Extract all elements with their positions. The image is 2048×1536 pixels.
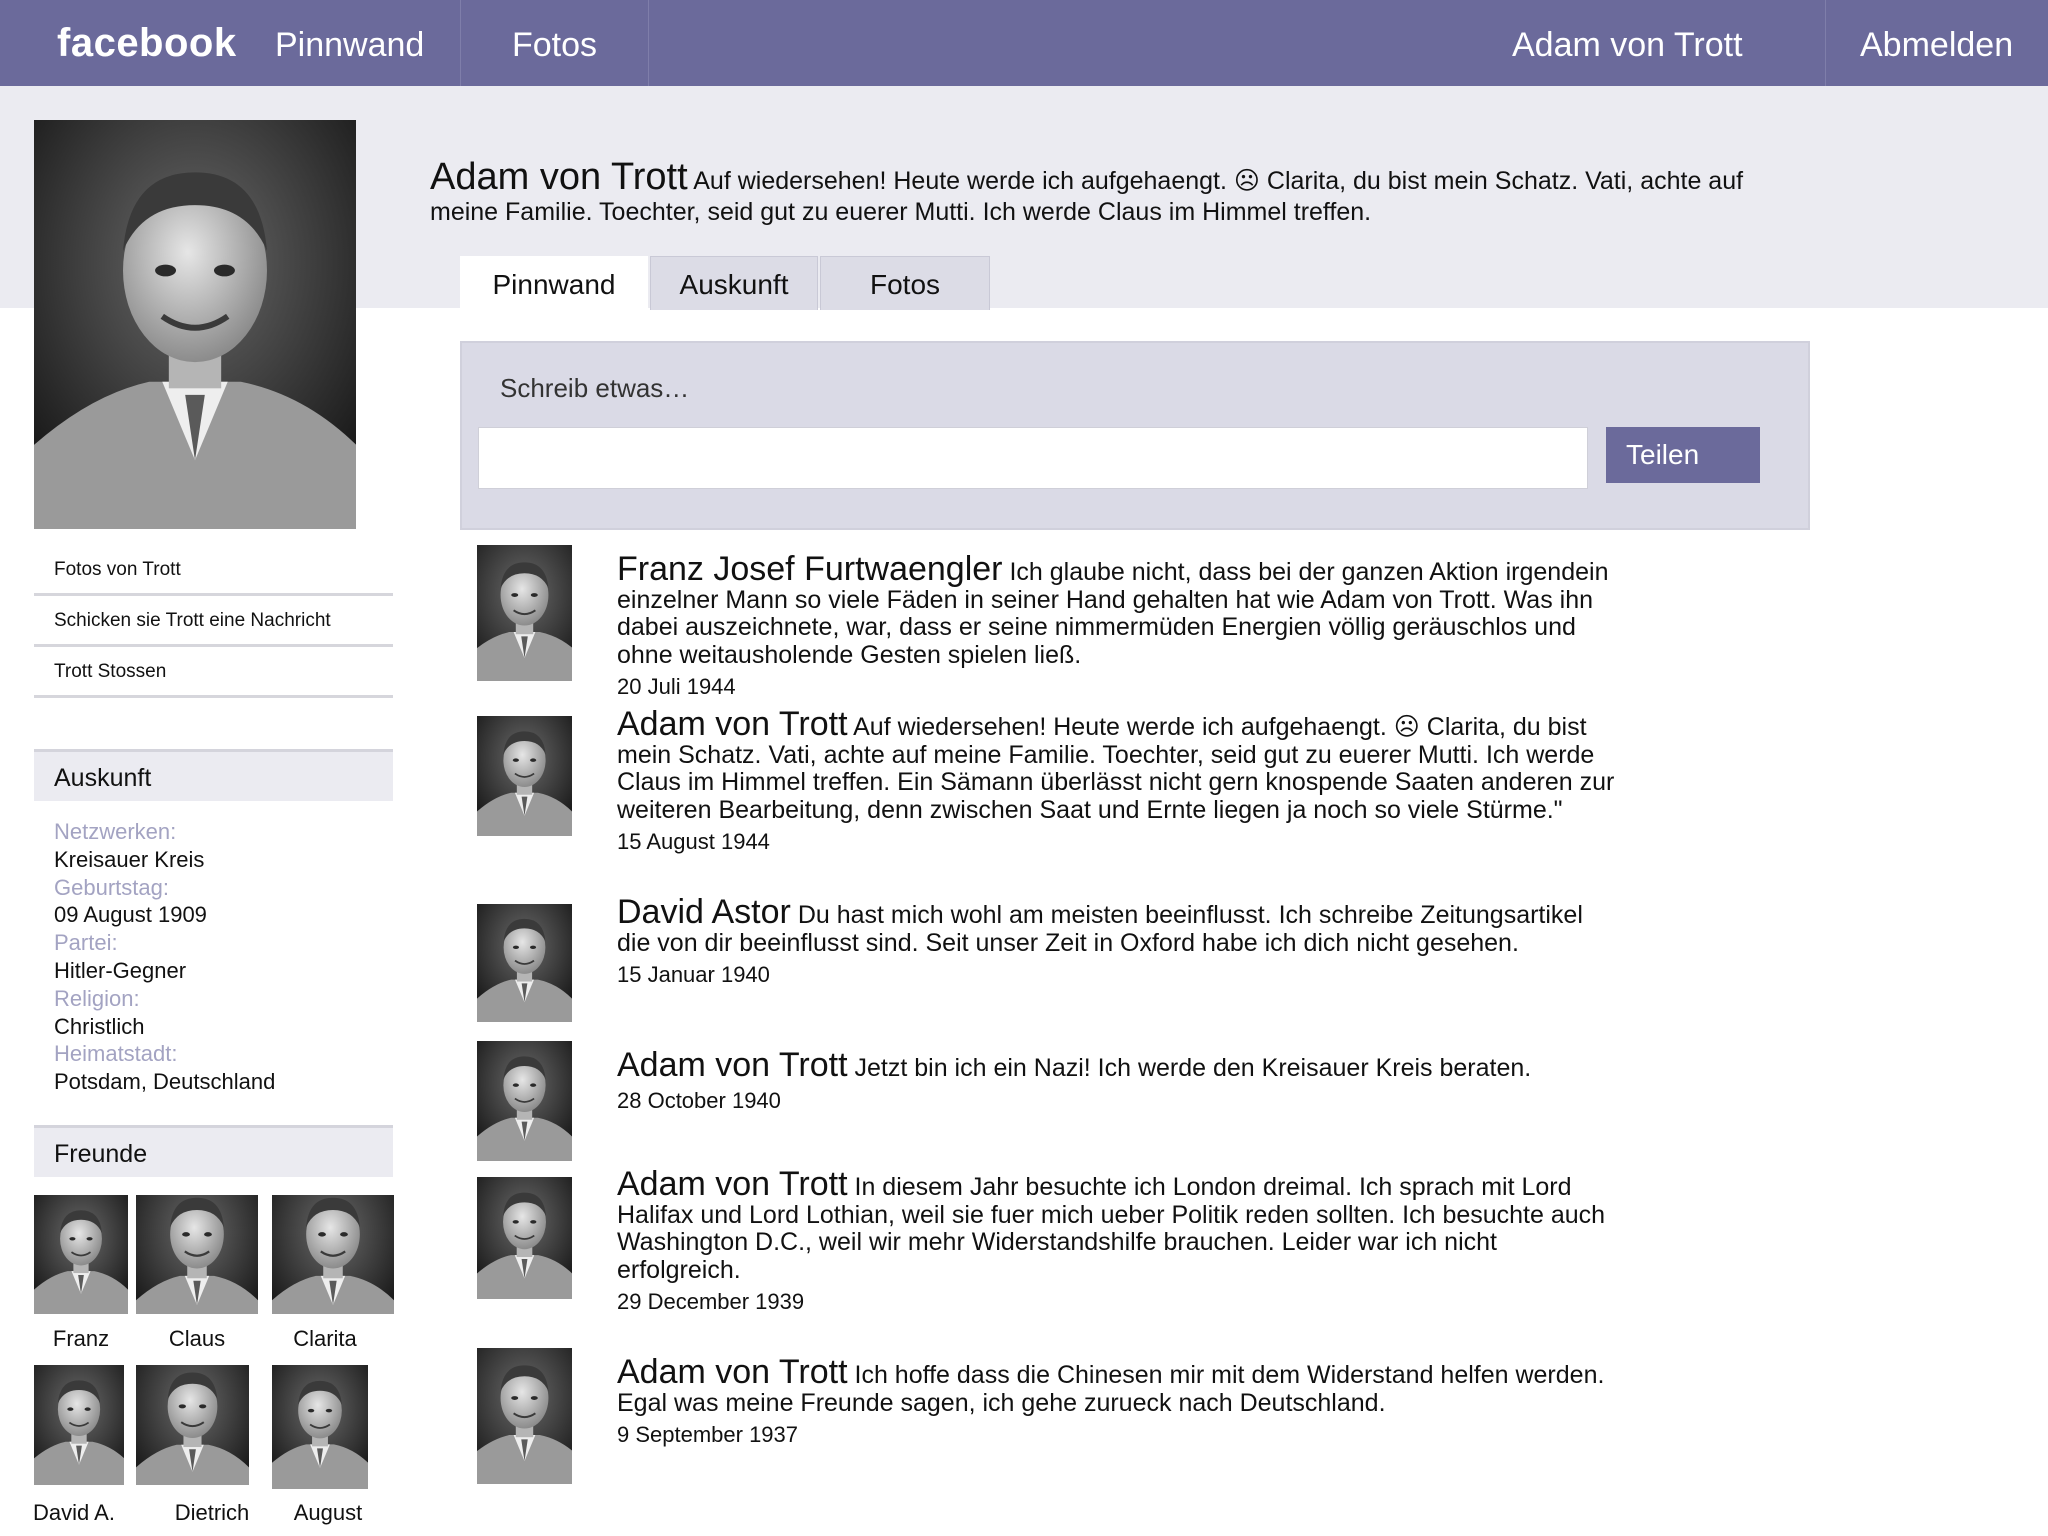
wall-post xyxy=(617,1165,1617,1315)
post-date: 15 Januar 1940 xyxy=(617,962,770,987)
friend-name[interactable]: David A. xyxy=(33,1500,115,1525)
post-author-photo[interactable] xyxy=(477,716,572,836)
post-author-name[interactable]: Adam von Trott xyxy=(617,1046,848,1084)
portrait-image xyxy=(477,1348,572,1484)
post-author-photo[interactable] xyxy=(477,904,572,1022)
wall-post xyxy=(617,1353,1617,1448)
profile-name: Adam von Trott xyxy=(430,156,688,198)
portrait-image xyxy=(34,1195,128,1314)
wall-post xyxy=(617,893,1617,988)
post-text: Ich glaube nicht, dass bei der ganzen Aktion irgendein einzelner Mann so viele Fäden in seiner Hand gehalten hat wie Adam von Trott. Was ihn dabei auszeichnete, war, dass er seine nimmermüden Energien völlig geräuschlos und ohne weitausholende Gesten spielen ließ. xyxy=(617,558,1609,669)
profile-photo[interactable] xyxy=(34,120,356,529)
portrait-image xyxy=(477,716,572,836)
post-date: 28 October 1940 xyxy=(617,1087,781,1113)
info-value: Christlich xyxy=(54,1013,145,1039)
friend-name[interactable]: Clarita xyxy=(293,1326,357,1351)
post-date: 9 September 1937 xyxy=(617,1422,799,1447)
portrait-image xyxy=(272,1195,394,1314)
info-value: Hitler-Gegner xyxy=(54,957,187,983)
post-author-name[interactable]: David Astor xyxy=(617,893,791,931)
post-date: 20 Juli 1944 xyxy=(617,674,736,699)
nav-fotos[interactable]: Fotos xyxy=(512,26,598,64)
friend-name[interactable]: August xyxy=(293,1500,363,1525)
tab-pinnwand[interactable]: Pinnwand xyxy=(460,256,648,310)
wall-post xyxy=(617,705,1617,855)
link-poke[interactable]: Trott Stossen xyxy=(34,647,393,698)
post-author-name[interactable]: Franz Josef Furtwaengler xyxy=(617,550,1003,588)
post-text: In diesem Jahr besuchte ich London dreimal. Ich sprach mit Lord Halifax und Lord Lothian, weil sie fuer mich ueber Politik reden sollten. Ich besuchte auch Washington D.C., weil wir mehr Widerstandshilfe brauchen. Leider war ich nicht erfolgreich. xyxy=(617,1173,1606,1284)
friend-name[interactable]: Claus xyxy=(168,1326,226,1351)
nav-divider xyxy=(1825,0,1826,86)
friends-box-header: Freunde xyxy=(34,1125,393,1177)
post-author-photo[interactable] xyxy=(477,1041,572,1161)
portrait-image xyxy=(477,1177,572,1299)
post-date: 29 December 1939 xyxy=(617,1289,805,1314)
wall-post-composer xyxy=(460,341,1810,530)
info-label: Netzwerken: xyxy=(54,819,177,844)
friend-name[interactable]: Franz xyxy=(52,1326,110,1351)
post-author-name[interactable]: Adam von Trott xyxy=(617,1165,848,1203)
portrait-image xyxy=(136,1195,258,1314)
portrait-image xyxy=(136,1365,249,1485)
profile-action-links xyxy=(34,545,393,698)
wall-post xyxy=(617,1046,1617,1114)
tab-fotos[interactable]: Fotos xyxy=(820,256,990,310)
wall-post xyxy=(617,550,1617,700)
composer-input[interactable] xyxy=(478,427,1588,489)
info-label: Religion: xyxy=(54,985,140,1011)
post-author-photo[interactable] xyxy=(477,1177,572,1299)
nav-user-name[interactable]: Adam von Trott xyxy=(1512,26,1743,64)
info-fields xyxy=(54,818,384,1096)
link-photos-of-trott[interactable]: Fotos von Trott xyxy=(34,545,393,596)
friend-name[interactable]: Dietrich xyxy=(174,1500,250,1525)
share-button[interactable]: Teilen xyxy=(1606,427,1760,483)
friend-photo-august[interactable] xyxy=(272,1365,368,1489)
post-text: Jetzt bin ich ein Nazi! Ich werde den Kreisauer Kreis beraten. xyxy=(854,1054,1532,1082)
friend-photo-clarita[interactable] xyxy=(272,1195,394,1314)
post-author-photo[interactable] xyxy=(477,1348,572,1484)
portrait-image xyxy=(34,1365,124,1485)
portrait-image xyxy=(477,545,572,681)
info-value: Kreisauer Kreis xyxy=(54,846,205,872)
link-send-message[interactable]: Schicken sie Trott eine Nachricht xyxy=(34,596,393,647)
info-label: Heimatstadt: xyxy=(54,1041,178,1067)
post-text: Ich hoffe dass die Chinesen mir mit dem Widerstand helfen werden. Egal was meine Freunde sagen, ich gehe zurueck nach Deutschland. xyxy=(617,1361,1605,1417)
portrait-image xyxy=(477,1041,572,1161)
profile-status: Auf wiedersehen! Heute werde ich aufgehaengt. ☹ Clarita, du bist mein Schatz. Vati, achte auf meine Familie. Toechter, seid gut zu euerer Mutti. Ich werde Claus im Himmel treffen. xyxy=(430,167,1744,226)
info-value: 09 August 1909 xyxy=(54,902,207,928)
portrait-image xyxy=(477,904,572,1022)
friend-photo-claus[interactable] xyxy=(136,1195,258,1314)
portrait-image xyxy=(34,120,356,529)
logout-link[interactable]: Abmelden xyxy=(1860,26,2014,64)
composer-prompt: Schreib etwas… xyxy=(500,373,690,403)
info-label: Geburtstag: xyxy=(54,874,169,900)
post-author-photo[interactable] xyxy=(477,545,572,681)
info-value: Potsdam, Deutschland xyxy=(54,1069,276,1095)
tab-auskunft[interactable]: Auskunft xyxy=(650,256,818,310)
friend-photo-franz[interactable] xyxy=(34,1195,128,1314)
post-date: 15 August 1944 xyxy=(617,829,770,854)
post-text: Du hast mich wohl am meisten beeinflusst. Ich schreibe Zeitungsartikel die von dir beeinflusst sind. Seit unser Zeit in Oxford habe ich dich nicht gesehen. xyxy=(617,901,1583,957)
friend-photo-david[interactable] xyxy=(34,1365,124,1485)
nav-divider xyxy=(460,0,461,86)
post-author-name[interactable]: Adam von Trott xyxy=(617,705,848,743)
friend-photo-dietrich[interactable] xyxy=(136,1365,249,1485)
nav-pinnwand[interactable]: Pinnwand xyxy=(275,26,425,64)
nav-divider xyxy=(648,0,649,86)
facebook-logo[interactable]: facebook xyxy=(57,21,237,65)
top-navigation-bar xyxy=(0,0,2048,86)
info-label: Partei: xyxy=(54,930,118,956)
post-text: Auf wiedersehen! Heute werde ich aufgehaengt. ☹ Clarita, du bist mein Schatz. Vati, achte auf meine Familie. Toechter, seid gut zu euerer Mutti. Ich werde Claus im Himmel treffen. Ein Sämann überlässt nicht gern knospende Saaten anderen zur weiteren Bearbeitung, denn zwischen Saat und Ernte liegen ja noch so viele Stürme." xyxy=(617,713,1615,824)
profile-headline xyxy=(430,156,1810,228)
info-box-header: Auskunft xyxy=(34,749,393,801)
portrait-image xyxy=(272,1365,368,1489)
post-author-name[interactable]: Adam von Trott xyxy=(617,1353,848,1391)
